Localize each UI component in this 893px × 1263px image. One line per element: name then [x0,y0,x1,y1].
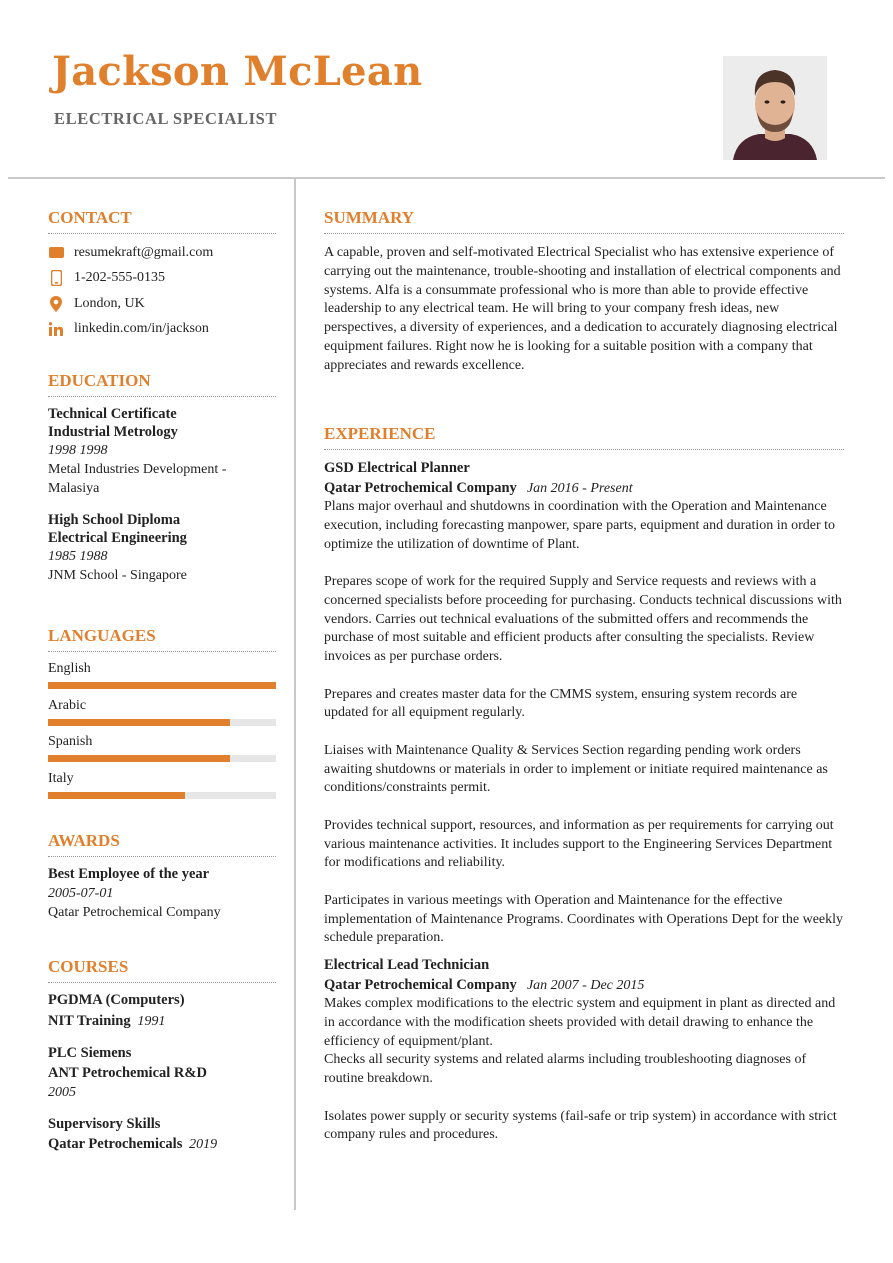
summary-heading: SUMMARY [324,208,415,227]
course-year: 1991 [137,1013,166,1029]
course-year: 2005 [48,1084,76,1100]
award-organization: Qatar Petrochemical Company [48,904,221,920]
education-years: 1985 1988 [48,549,108,564]
job-dates: Jan 2007 - Dec 2015 [526,978,645,993]
course-institution: NIT Training [48,1012,131,1029]
job-description: Liaises with Maintenance Quality & Services Section regarding pending work orders awaiting shutdowns or materials in order to implement or initiate required maintenance as conditions/constraints permit. [324,742,828,796]
language-level-fill [48,682,276,689]
education-field: Industrial Metrology [48,423,178,440]
course-institution: ANT Petrochemical R&D [48,1065,207,1081]
job-entry [324,955,844,1145]
experience-section [324,424,844,1145]
education-degree: High School Diploma [48,512,181,528]
language-level-fill [48,755,230,762]
courses-heading: COURSES [48,957,129,976]
education-years: 1998 1998 [48,443,108,458]
section-divider [48,856,276,857]
language-name: Italy [48,770,74,786]
job-description: Prepares scope of work for the required Supply and Service requests and reviews with a concerned specialists before proceeding for purchasing. Conducts technical discussions with vendors. Carries out technical evaluations of the submitted offers and recommends the purchase of most suitable and efficient products after consulting the specialists. Review invoices as per purchase orders. [324,574,842,664]
award-date: 2005-07-01 [48,885,114,901]
course-item [48,1116,276,1155]
course-name: PGDMA (Computers) [48,992,185,1008]
awards-section [48,831,276,922]
job-entry [324,458,844,948]
job-description: Checks all security systems and related alarms including troubleshooting diagnoses of routine breakdown. [324,1052,807,1086]
language-name: Spanish [48,734,93,749]
job-description: Isolates power supply or security systems (fail-safe or trip system) in accordance with strict company rules and procedures. [324,1108,837,1143]
language-level-bar [48,682,276,689]
phone-icon [48,270,64,286]
contact-section [48,208,276,342]
envelope-icon [48,245,64,261]
job-description: Participates in various meetings with Operation and Maintenance for the effective implementation of Maintenance Programs. Coordinates with Operations Dept for the weekly schedule preparation. [324,892,844,946]
education-degree: Technical Certificate [48,406,177,422]
language-item [48,770,276,807]
languages-section [48,626,276,806]
section-divider [48,396,276,397]
contact-location-text: London, UK [74,295,145,311]
section-divider [48,982,276,983]
language-list [48,660,276,806]
contact-email-text: resumekraft@gmail.com [74,244,214,260]
language-name: Arabic [48,697,87,713]
job-role: Electrical Lead Technician [324,957,490,973]
education-field: Electrical Engineering [48,529,187,546]
section-divider [324,233,844,234]
course-name: PLC Siemens [48,1044,132,1061]
language-item [48,697,276,734]
contact-location [48,291,276,317]
job-description: Prepares and creates master data for the CMMS system, ensuring system records are updated for all equipment regularly. [324,686,798,721]
courses-section [48,957,276,1154]
profile-photo [723,56,827,160]
awards-heading: AWARDS [48,831,120,850]
language-level-fill [48,719,230,726]
portrait-image [723,56,827,160]
language-level-fill [48,792,185,799]
contact-linkedin[interactable] [48,317,276,343]
linkedin-icon [48,321,64,337]
contact-phone-text: 1-202-555-0135 [74,270,165,286]
languages-heading: LANGUAGES [48,626,156,645]
education-item [48,512,276,585]
contact-linkedin-text: linkedin.com/in/jackson [74,321,209,337]
job-description: Plans major overhaul and shutdowns in coordination with the Operation and Maintenance execution, including forecasting manpower, spare parts, equipment and duration in order to optimize the utilization of downtime of Plant. [324,499,836,552]
education-school: JNM School - Singapore [48,568,187,583]
course-institution: Qatar Petrochemicals [48,1136,183,1152]
contact-email[interactable] [48,240,276,266]
award-item [48,866,276,922]
job-description: Makes complex modifications to the electric system and equipment in plant as directed and in accordance with the modification sheets provided with detail drawing to enhance the efficiency of equipment/plant. [324,996,836,1049]
course-item [48,1045,276,1102]
language-level-bar [48,792,276,799]
section-divider [48,651,276,652]
job-company: Qatar Petrochemical Company [324,480,517,496]
job-role: GSD Electrical Planner [324,460,470,476]
contact-heading: CONTACT [48,208,132,227]
language-item [48,733,276,770]
course-item [48,992,276,1031]
header-divider [8,177,885,179]
contact-phone[interactable] [48,266,276,292]
job-company: Qatar Petrochemical Company [324,977,517,993]
location-pin-icon [48,296,64,312]
summary-text: A capable, proven and self-motivated Electrical Specialist who has extensive experience of carrying out the maintenance, trouble-shooting and installation of electrical components and systems. Alfa is a consummate professional who is more than able to provide effective leadership to any electrical team. He will bring to your company fresh ideas, new perspectives, a diversity of experiences, and a dedication to accurately diagnosing electrical equipment failures. Right now he is looking for a suitable position with a company that appreciates and rewards excellence. [324,245,841,373]
job-dates: Jan 2016 - Present [526,481,633,496]
candidate-name: Jackson McLean [52,48,423,95]
job-description: Provides technical support, resources, and information as per requirements for carrying out various maintenance activities. It includes support to the Engineering Services Department for modifications and reliability. [324,817,834,871]
course-year: 2019 [189,1137,218,1152]
education-item [48,406,276,498]
column-divider [294,179,296,1210]
language-name: English [48,661,91,676]
language-level-bar [48,755,276,762]
language-level-bar [48,719,276,726]
experience-heading: EXPERIENCE [324,424,436,443]
education-section [48,371,276,585]
award-title: Best Employee of the year [48,866,210,882]
job-title: ELECTRICAL SPECIALIST [54,109,278,128]
summary-section [324,208,844,375]
section-divider [324,449,844,450]
course-name: Supervisory Skills [48,1115,161,1132]
section-divider [48,233,276,234]
language-item [48,660,276,697]
education-heading: EDUCATION [48,371,151,390]
education-school: Metal Industries Development - Malasiya [48,462,227,496]
